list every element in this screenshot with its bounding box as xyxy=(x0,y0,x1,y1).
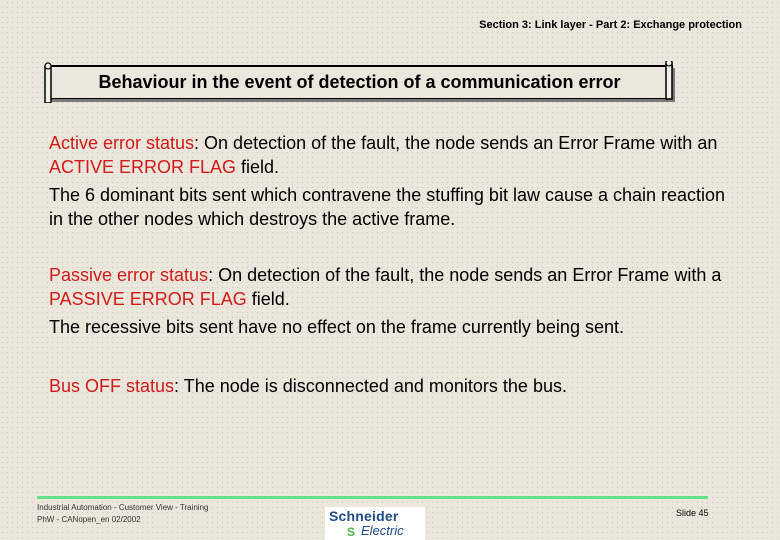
active-error-text: : On detection of the fault, the node sends an Error Frame with an xyxy=(194,133,718,153)
logo-wordmark: Schneider xyxy=(329,508,399,524)
passive-error-section xyxy=(49,263,739,339)
passive-error-text-end: field. xyxy=(246,289,290,309)
active-error-section xyxy=(49,131,739,231)
active-error-paragraph xyxy=(49,131,739,179)
passive-error-detail: The recessive bits sent have no effect on the frame currently being sent. xyxy=(49,317,624,337)
bus-off-paragraph xyxy=(49,374,739,398)
section-header: Section 3: Link layer - Part 2: Exchange protection xyxy=(479,19,742,31)
passive-error-text: : On detection of the fault, the node sends an Error Frame with a xyxy=(208,265,722,285)
schneider-logo xyxy=(325,507,425,540)
bus-off-section xyxy=(49,374,739,398)
bus-off-text: : The node is disconnected and monitors the bus. xyxy=(174,376,567,396)
footer-author-date: PhW - CANopen_en 02/2002 xyxy=(37,515,141,524)
footer-course: Industrial Automation - Customer View - Training xyxy=(37,503,209,512)
footer-info xyxy=(37,502,208,526)
passive-error-lead: Passive error status xyxy=(49,265,209,285)
footer-divider xyxy=(37,496,708,499)
slide-title: Behaviour in the event of detection of a communication error xyxy=(98,72,621,92)
active-error-flag: ACTIVE ERROR FLAG xyxy=(49,157,237,177)
title-banner xyxy=(44,61,675,103)
bus-off-lead: Bus OFF status xyxy=(49,376,175,396)
active-error-lead: Active error status xyxy=(49,133,195,153)
logo-subtitle: Electric xyxy=(361,523,404,538)
slide-number: Slide 45 xyxy=(676,508,709,518)
logo-mark-icon: S xyxy=(347,525,356,539)
passive-error-paragraph xyxy=(49,263,739,311)
active-error-detail: The 6 dominant bits sent which contravene the stuffing bit law cause a chain reaction in the other nodes which destroys the active frame. xyxy=(49,185,726,229)
active-error-text-end: field. xyxy=(236,157,280,177)
passive-error-flag: PASSIVE ERROR FLAG xyxy=(49,289,247,309)
